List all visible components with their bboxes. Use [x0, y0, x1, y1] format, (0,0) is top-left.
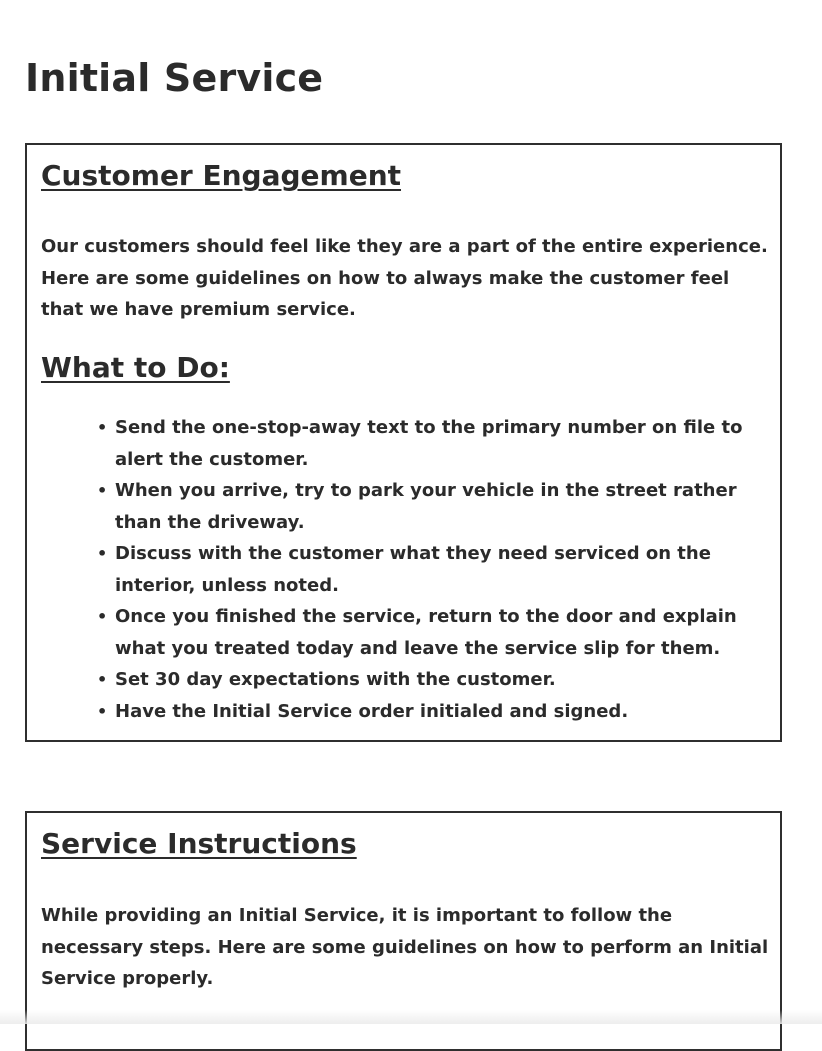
- bullet-icon: •: [97, 701, 108, 721]
- service-instructions-heading: Service Instructions: [41, 827, 357, 860]
- bullet-icon: •: [97, 481, 108, 500]
- bullet-icon: •: [97, 607, 108, 626]
- service-instructions-intro: While providing an Initial Service, it is important to follow the necessary steps. Here are some guidelines on how to perform an Initial Service properly.: [41, 905, 769, 989]
- customer-engagement-card: [25, 143, 782, 742]
- bullet-icon: •: [97, 418, 108, 437]
- list-item-text: Have the Initial Service order initialed and signed.: [115, 700, 629, 722]
- what-to-do-list: [97, 412, 765, 727]
- list-item: [97, 412, 765, 475]
- list-item-text: Set 30 day expectations with the customer.: [115, 669, 556, 690]
- list-item: [97, 601, 765, 664]
- list-item-text: Discuss with the customer what they need serviced on the interior, unless noted.: [115, 543, 711, 596]
- list-item: [97, 538, 765, 601]
- bullet-icon: •: [97, 670, 108, 689]
- list-item: [97, 696, 765, 728]
- customer-engagement-intro: Our customers should feel like they are a part of the entire experience. Here are some guidelines on how to always make the customer feel that we have premium service.: [41, 236, 768, 320]
- list-item-text: When you arrive, try to park your vehicle in the street rather than the driveway.: [115, 480, 737, 533]
- bullet-icon: •: [97, 544, 108, 563]
- page-title: Initial Service: [25, 56, 324, 100]
- list-item-text: Send the one-stop-away text to the primary number on file to alert the customer.: [115, 417, 743, 470]
- list-item-text: Once you finished the service, return to the door and explain what you treated today and leave the service slip for them.: [115, 606, 737, 659]
- list-item: [97, 664, 765, 696]
- what-to-do-heading: What to Do:: [41, 351, 230, 384]
- page-bottom-shadow: [0, 1010, 822, 1024]
- list-item: [97, 475, 765, 538]
- customer-engagement-heading: Customer Engagement: [41, 159, 402, 192]
